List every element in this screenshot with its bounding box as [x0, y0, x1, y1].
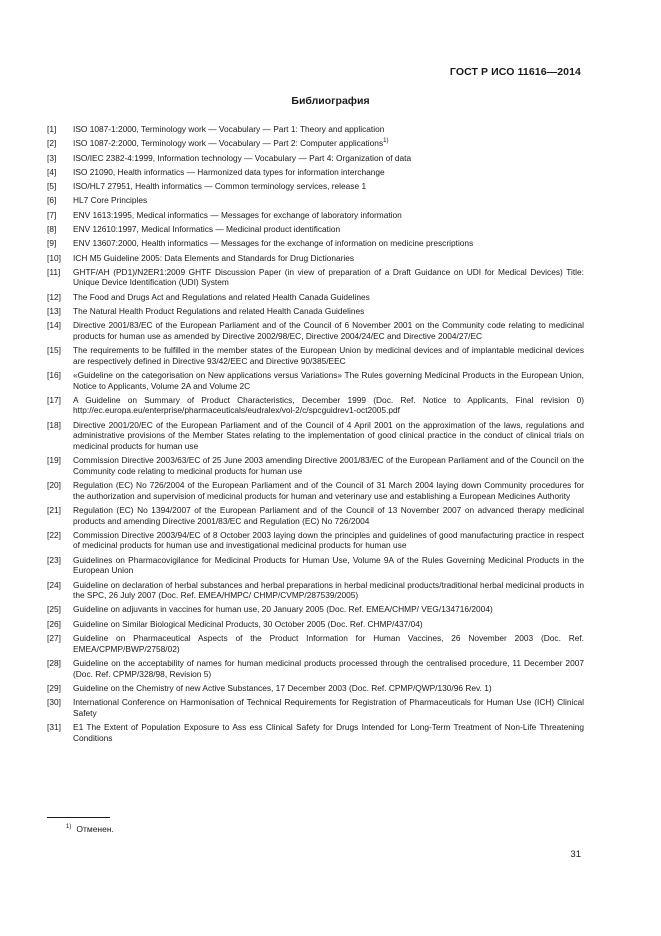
- reference-number: [26]: [47, 618, 61, 629]
- reference-number: [3]: [47, 152, 57, 163]
- reference-item: [47, 697, 584, 718]
- reference-item: [47, 480, 584, 501]
- reference-number: [17]: [47, 394, 61, 405]
- reference-list: [47, 124, 584, 747]
- footnote-text: Отменен.: [76, 824, 114, 834]
- reference-text: ISO 21090, Health informatics — Harmonized data types for information interchange: [73, 166, 385, 177]
- reference-number: [5]: [47, 181, 57, 192]
- reference-text: Commission Directive 2003/63/EC of 25 June 2003 amending Directive 2001/83/EC of the European Parliament and of the Council on the Community code relating to medicinal products for human use: [73, 455, 584, 476]
- reference-text: ENV 1613:1995, Medical informatics — Messages for exchange of laboratory information: [73, 209, 402, 220]
- reference-number: [30]: [47, 697, 61, 708]
- reference-text-block: [73, 722, 584, 743]
- reference-text: Guideline on declaration of herbal substances and herbal preparations in herbal medicinal products/traditional herbal medicinal products in the SPC, 26 July 2007 (Doc. Ref. EMEA/HMPC/ CHMP/CVMP/287539/2005): [73, 579, 584, 601]
- document-code-header: ГОСТ Р ИСО 11616—2014: [449, 66, 581, 78]
- reference-text-block: [73, 267, 584, 288]
- reference-item: [47, 370, 584, 391]
- reference-text: ISO 1087-2:2000, Terminology work — Vocabulary — Part 2: Computer applications: [73, 138, 384, 149]
- reference-number: [19]: [47, 455, 61, 466]
- reference-item: [47, 580, 584, 601]
- reference-text-block: [73, 555, 584, 576]
- reference-text-block: [73, 320, 584, 341]
- reference-text-block: [73, 210, 584, 221]
- reference-number: [4]: [47, 166, 57, 177]
- reference-text-block: [73, 658, 584, 679]
- reference-item: [47, 505, 584, 526]
- reference-number: [16]: [47, 370, 61, 380]
- reference-text-block: [73, 224, 584, 235]
- reference-text: Regulation (EC) No 726/2004 of the European Parliament and of the Council of 31 March 2004 laying down Community procedures for the authorization and supervision of medicinal products for human and veterinary use and establishing a European Medicines Authority: [73, 480, 584, 501]
- reference-number: [1]: [47, 124, 57, 134]
- reference-number: [18]: [47, 419, 61, 430]
- reference-number: [21]: [47, 504, 61, 515]
- reference-text: Guideline on the Chemistry of new Active Substances, 17 December 2003 (Doc. Ref. CPMP/QWP/130/96 Rev. 1): [73, 682, 492, 693]
- reference-text: International Conference on Harmonisation of Technical Requirements for Registration of Pharmaceuticals for Human Use (ICH) Clinical Safety: [73, 697, 584, 718]
- reference-text: HL7 Core Principles: [73, 195, 148, 206]
- reference-item: [47, 395, 584, 416]
- reference-text-block: [73, 181, 584, 192]
- reference-number: [25]: [47, 604, 61, 615]
- reference-text-block: [73, 124, 584, 135]
- reference-number: [27]: [47, 633, 61, 644]
- footnote-reference-mark: 1): [383, 138, 389, 145]
- reference-text: Commission Directive 2003/94/EC of 8 October 2003 laying down the principles and guidelines of good manufacturing practice in respect of medicinal products for human use and investigational medicinal products for human use: [73, 529, 584, 551]
- reference-item: [47, 530, 584, 551]
- reference-text: Guideline on adjuvants in vaccines for human use, 20 January 2005 (Doc. Ref. EMEA/CHMP/ VEG/134716/2004): [73, 604, 493, 615]
- reference-text: The Natural Health Product Regulations and related Health Canada Guidelines: [73, 305, 365, 316]
- reference-text: Directive 2001/83/EC of the European Parliament and of the Council of 6 November 2001 on the Community code relating to medicinal products for human use as amended by Directive 2002/98/EC, Directive 2004/24/EC and Directive 2004/27/EC: [73, 320, 584, 341]
- reference-text: Guideline on Pharmaceutical Aspects of the Product Information for Human Vaccines, 26 November 2003 (Doc. Ref. EMEA/CPMP/BWP/2758/02): [73, 633, 584, 654]
- reference-item: [47, 555, 584, 576]
- footnote: [66, 824, 114, 834]
- reference-text: The requirements to be fulfilled in the member states of the European Union by medicinal devices and of implantable medicinal devices are respectively defined in Directive 93/42/EEC and Directive 90/385/EEC: [73, 345, 584, 366]
- reference-text-block: [73, 253, 584, 264]
- reference-number: [23]: [47, 554, 61, 565]
- reference-item: [47, 604, 584, 615]
- reference-text-block: [73, 530, 584, 551]
- reference-text-block: [73, 167, 584, 178]
- reference-text: Regulation (EC) No 1394/2007 of the European Parliament and of the Council of 13 November 2007 on advanced therapy medicinal products and amending Directive 2001/83/EC and Regulation (EC) No 726/2004: [73, 504, 584, 526]
- reference-number: [6]: [47, 195, 57, 206]
- reference-text-block: [73, 683, 584, 694]
- reference-number: [14]: [47, 320, 61, 331]
- reference-item: [47, 683, 584, 694]
- reference-item: [47, 420, 584, 452]
- reference-text: ISO/IEC 2382-4:1999, Information technology — Vocabulary — Part 4: Organization of data: [73, 152, 412, 163]
- footnote-divider: [47, 817, 110, 818]
- reference-text: Guideline on the acceptability of names for human medicinal products processed through the centralised procedure, 11 December 2007 (Doc. Ref. CPMP/328/98, Revision 5): [73, 657, 584, 679]
- reference-item: [47, 210, 584, 221]
- reference-text: ICH M5 Guideline 2005: Data Elements and Standards for Drug Dictionaries: [73, 252, 355, 263]
- reference-text-block: [73, 195, 584, 206]
- reference-text: «Guideline on the categorisation on New applications versus Variations» The Rules governing Medicinal Products in the European Union, Notice to Applicants, Volume 2A and Volume 2C: [73, 370, 584, 391]
- reference-item: [47, 153, 584, 164]
- reference-text-block: [73, 505, 584, 526]
- bibliography-title: Библиография: [291, 95, 370, 107]
- reference-number: [2]: [47, 138, 57, 149]
- reference-text-block: [73, 633, 584, 654]
- reference-item: [47, 320, 584, 341]
- reference-text-block: [73, 395, 584, 416]
- reference-text: Directive 2001/20/EC of the European Parliament and of the Council of 4 April 2001 on the approximation of the laws, regulations and administrative provisions of the Member States relating to the implementation of good clinical practice in the conduct of clinical trials on medicinal products for human use: [73, 419, 584, 451]
- reference-item: [47, 181, 584, 192]
- reference-text: The Food and Drugs Act and Regulations and related Health Canada Guidelines: [73, 291, 370, 302]
- reference-text-block: [73, 138, 584, 149]
- reference-text: A Guideline on Summary of Product Characteristics, December 1999 (Doc. Ref. Notice to Applicants, Final revision 0) http://ec.europa.eu/enterprise/pharmaceuticals/eudralex/vol-2/c/spcguidrev1-oct2005.pdf: [73, 394, 584, 416]
- reference-number: [12]: [47, 291, 61, 302]
- reference-text-block: [73, 345, 584, 366]
- reference-item: [47, 306, 584, 317]
- reference-number: [9]: [47, 238, 57, 249]
- reference-item: [47, 138, 584, 149]
- reference-item: [47, 633, 584, 654]
- reference-item: [47, 267, 584, 288]
- reference-item: [47, 167, 584, 178]
- reference-number: [29]: [47, 682, 61, 693]
- reference-item: [47, 253, 584, 264]
- reference-text: ISO/HL7 27951, Health informatics — Common terminology services, release 1: [73, 181, 367, 192]
- footnote-mark: 1): [66, 824, 72, 830]
- reference-number: [10]: [47, 252, 61, 263]
- reference-number: [20]: [47, 480, 61, 491]
- reference-text-block: [73, 420, 584, 452]
- reference-number: [7]: [47, 209, 57, 220]
- reference-number: [22]: [47, 529, 61, 540]
- reference-text-block: [73, 455, 584, 476]
- reference-text-block: [73, 238, 584, 249]
- reference-text: ISO 1087-1:2000, Terminology work — Vocabulary — Part 1: Theory and application: [73, 124, 385, 134]
- reference-text-block: [73, 153, 584, 164]
- reference-text-block: [73, 619, 584, 630]
- reference-text-block: [73, 292, 584, 303]
- reference-number: [24]: [47, 579, 61, 590]
- reference-item: [47, 124, 584, 135]
- reference-text: ENV 12610:1997, Medical Informatics — Medicinal product identification: [73, 223, 341, 234]
- reference-text-block: [73, 697, 584, 718]
- reference-text-block: [73, 370, 584, 391]
- reference-item: [47, 345, 584, 366]
- reference-number: [8]: [47, 223, 57, 234]
- reference-text: E1 The Extent of Population Exposure to Ass ess Clinical Safety for Drugs Intended for Long-Term Treatment of Non-Life Threatening Conditions: [73, 721, 584, 743]
- reference-text: Guideline on Similar Biological Medicinal Products, 30 October 2005 (Doc. Ref. CHMP/437/04): [73, 618, 423, 629]
- reference-text-block: [73, 480, 584, 501]
- page-number: 31: [570, 849, 581, 860]
- reference-text-block: [73, 580, 584, 601]
- reference-item: [47, 238, 584, 249]
- reference-item: [47, 619, 584, 630]
- reference-text-block: [73, 306, 584, 317]
- reference-number: [15]: [47, 345, 61, 356]
- reference-text: ENV 13607:2000, Health informatics — Messages for the exchange of information on medicine prescriptions: [73, 238, 474, 249]
- reference-item: [47, 658, 584, 679]
- reference-number: [13]: [47, 305, 61, 316]
- reference-text-block: [73, 604, 584, 615]
- reference-number: [11]: [47, 266, 61, 277]
- reference-text: GHTF/AH (PD1)/N2ER1:2009 GHTF Discussion Paper (in view of preparation of a Draft Guidance on UDI for Medical Devices) Title: Unique Device Identification (UDI) System: [73, 266, 584, 288]
- reference-item: [47, 722, 584, 743]
- reference-text: Guidelines on Pharmacovigilance for Medicinal Products for Human Use, Volume 9A of the Rules Governing Medicinal Products in the European Union: [73, 554, 584, 576]
- reference-item: [47, 455, 584, 476]
- reference-number: [31]: [47, 721, 61, 732]
- reference-number: [28]: [47, 657, 61, 668]
- reference-item: [47, 292, 584, 303]
- reference-item: [47, 195, 584, 206]
- reference-item: [47, 224, 584, 235]
